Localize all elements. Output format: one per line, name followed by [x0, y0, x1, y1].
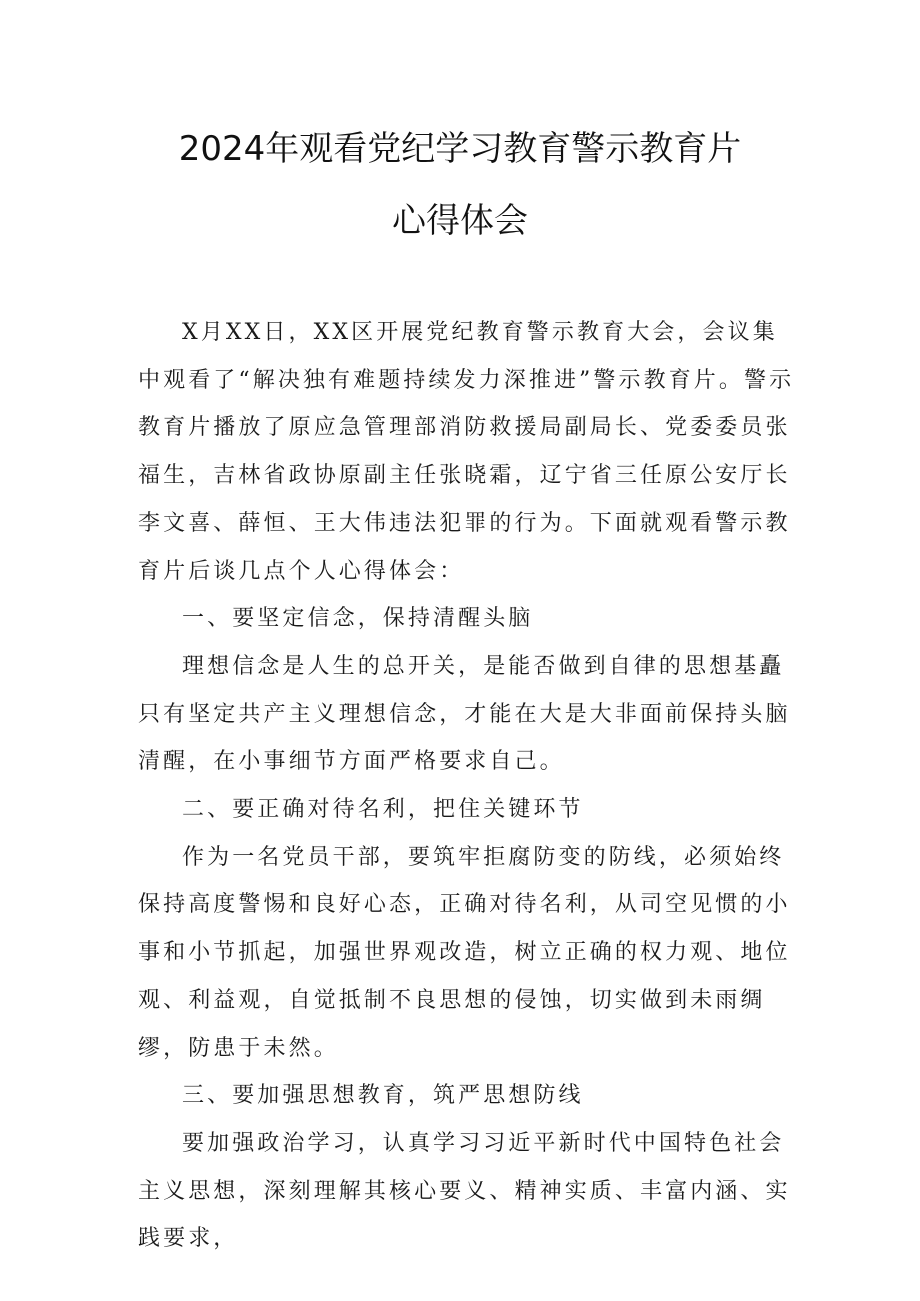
section-paragraph-3: 要加强政治学习，认真学习习近平新时代中国特色社会主义思想，深刻理解其核心要义、精神实质、丰富内涵、实践要求，: [138, 1130, 791, 1252]
document-body: [138, 309, 798, 1263]
intro-paragraph: X月XX日，XX区开展党纪教育警示教育大会，会议集中观看了“解决独有难题持续发力深推进”警示教育片。警示教育片播放了原应急管理部消防救援局副局长、党委委员张福生，吉林省政协原副主任张晓霜，辽宁省三任原公安厅长李文喜、薛恒、王大伟违法犯罪的行为。下面就观看警示教育片后谈几点个人心得体会：: [138, 320, 795, 584]
section-paragraph-1: 理想信念是人生的总开关，是能否做到自律的思想基矗只有坚定共产主义理想信念，才能在大是大非面前保持头脑清醒，在小事细节方面严格要求自己。: [138, 653, 791, 775]
section-heading-2: 二、要正确对待名利，把住关键环节: [182, 797, 584, 823]
document-title-line-1: 2024年观看党纪学习教育警示教育片: [178, 129, 742, 169]
section-heading-1: 一、要坚定信念，保持清醒头脑: [182, 606, 534, 632]
section-paragraph-2: 作为一名党员干部，要筑牢拒腐防变的防线，必须始终保持高度警惕和良好心态，正确对待名利，从司空见惯的小事和小节抓起，加强世界观改造，树立正确的权力观、地位观、利益观，自觉抵制不良思想的侵蚀，切实做到未雨绸缪，防患于未然。: [138, 844, 791, 1061]
section-heading-3: 三、要加强思想教育，筑严思想防线: [182, 1083, 584, 1109]
document-title-line-2: 心得体会: [392, 201, 528, 241]
